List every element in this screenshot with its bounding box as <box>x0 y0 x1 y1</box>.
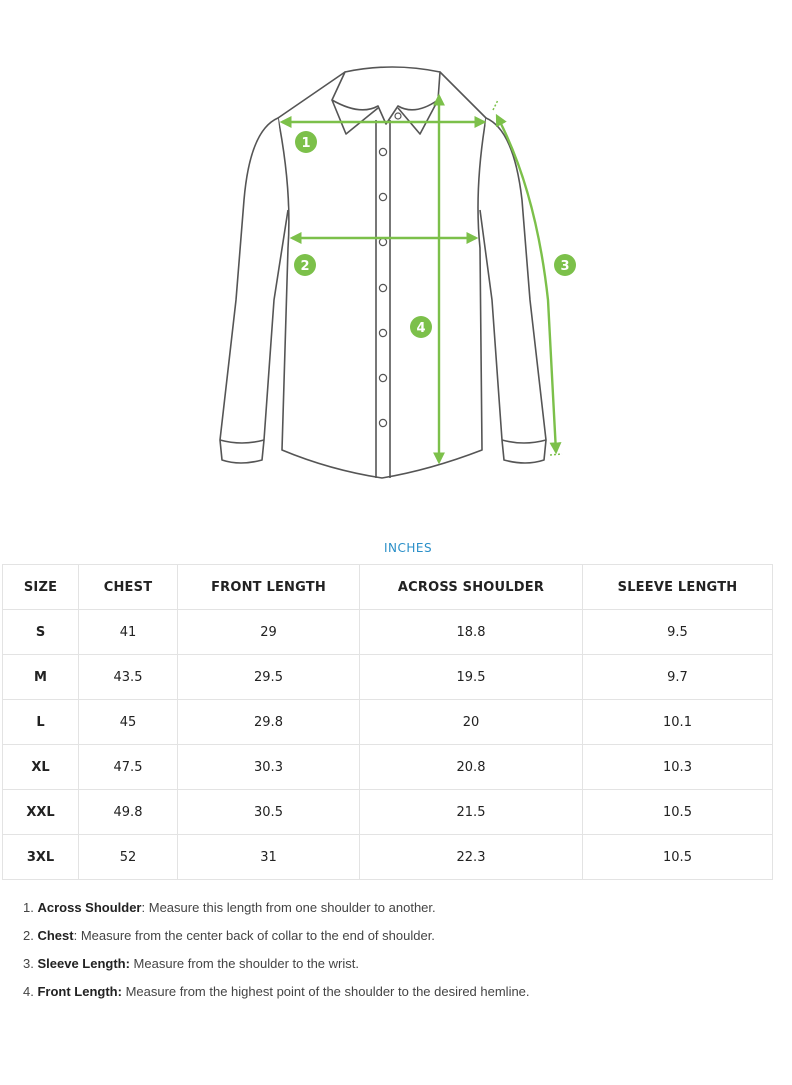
marker-4 <box>410 316 432 338</box>
front-length-cell: 29 <box>178 610 360 655</box>
front-length-cell: 31 <box>178 835 360 880</box>
note-text: Measure from the highest point of the shoulder to the desired hemline. <box>121 984 530 999</box>
marker-2 <box>294 254 316 276</box>
sleeve-length-cell: 10.3 <box>583 745 773 790</box>
note-term: Front Length: <box>37 984 122 999</box>
across-shoulder-cell: 22.3 <box>360 835 583 880</box>
chest-cell: 41 <box>79 610 178 655</box>
across-shoulder-cell: 19.5 <box>360 655 583 700</box>
front-length-cell: 29.8 <box>178 700 360 745</box>
note-number: 3. <box>23 956 34 971</box>
size-chart-table <box>2 564 773 880</box>
sleeve-length-cell: 10.5 <box>583 790 773 835</box>
size-cell: L <box>3 700 79 745</box>
shirt-outline <box>220 67 546 478</box>
across-shoulder-cell: 18.8 <box>360 610 583 655</box>
size-cell: S <box>3 610 79 655</box>
front-length-cell: 30.5 <box>178 790 360 835</box>
header-size: SIZE <box>3 565 79 610</box>
sleeve-length-cell: 10.5 <box>583 835 773 880</box>
note-text: Measure from the center back of collar to the end of shoulder. <box>77 928 435 943</box>
across-shoulder-cell: 20.8 <box>360 745 583 790</box>
table-row <box>3 655 773 700</box>
size-cell: 3XL <box>3 835 79 880</box>
size-cell: M <box>3 655 79 700</box>
chest-cell: 47.5 <box>79 745 178 790</box>
table-header-row <box>3 565 773 610</box>
note-number: 2. <box>23 928 34 943</box>
table-row <box>3 790 773 835</box>
sleeve-length-cell: 9.5 <box>583 610 773 655</box>
chest-cell: 45 <box>79 700 178 745</box>
note-text: Measure from the shoulder to the wrist. <box>129 956 359 971</box>
note-number: 4. <box>23 984 34 999</box>
chest-cell: 52 <box>79 835 178 880</box>
note-item <box>23 982 530 1010</box>
table-row <box>3 835 773 880</box>
header-sleeve-length: SLEEVE LENGTH <box>583 565 773 610</box>
across-shoulder-cell: 21.5 <box>360 790 583 835</box>
sleeve-length-cell: 10.1 <box>583 700 773 745</box>
table-row <box>3 700 773 745</box>
svg-text:4: 4 <box>416 321 426 336</box>
note-separator: : <box>73 928 78 943</box>
table-row <box>3 610 773 655</box>
size-cell: XXL <box>3 790 79 835</box>
chest-cell: 49.8 <box>79 790 178 835</box>
marker-1 <box>295 131 317 153</box>
chest-cell: 43.5 <box>79 655 178 700</box>
svg-text:3: 3 <box>560 259 570 274</box>
table-row <box>3 745 773 790</box>
size-cell: XL <box>3 745 79 790</box>
header-front-length: FRONT LENGTH <box>178 565 360 610</box>
note-number: 1. <box>23 900 34 915</box>
sleeve-length-cell: 9.7 <box>583 655 773 700</box>
note-separator: : <box>141 900 146 915</box>
header-across-shoulder: ACROSS SHOULDER <box>360 565 583 610</box>
header-chest: CHEST <box>79 565 178 610</box>
unit-label: INCHES <box>383 541 433 555</box>
note-term: Sleeve Length: <box>37 956 130 971</box>
across-shoulder-cell: 20 <box>360 700 583 745</box>
front-length-cell: 29.5 <box>178 655 360 700</box>
note-term: Chest <box>37 928 74 943</box>
note-term: Across Shoulder <box>37 900 142 915</box>
shirt-measurement-diagram <box>0 0 792 520</box>
svg-text:2: 2 <box>300 259 310 274</box>
measurement-notes <box>23 898 530 1010</box>
note-text: Measure this length from one shoulder to another. <box>145 900 436 915</box>
svg-text:1: 1 <box>301 136 311 151</box>
note-item <box>23 954 530 982</box>
note-item <box>23 898 530 926</box>
note-item <box>23 926 530 954</box>
marker-3 <box>554 254 576 276</box>
front-length-cell: 30.3 <box>178 745 360 790</box>
